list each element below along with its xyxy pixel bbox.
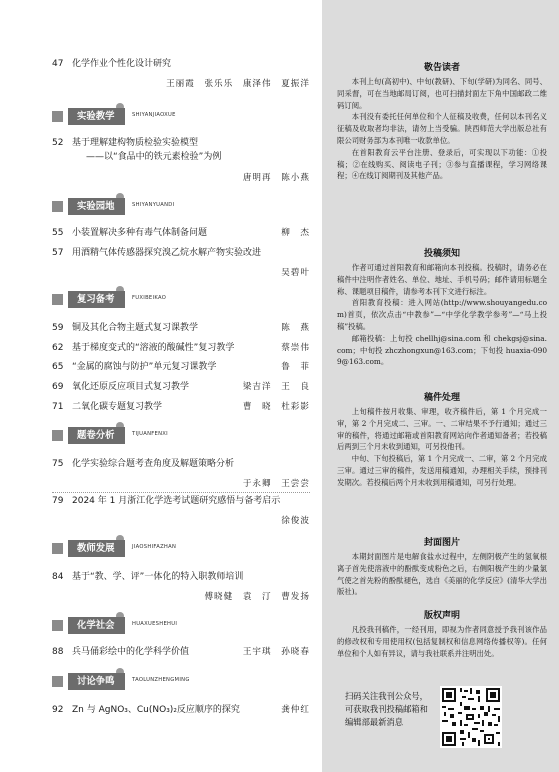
toc-entry-55[interactable] (52, 227, 310, 241)
article-authors: 龚仲红 (281, 705, 310, 715)
section-header-shiyanjiaoxue (52, 108, 310, 125)
article-title: 2024 年 1 月浙江化学选考试题研究感悟与备考启示 (72, 496, 281, 506)
article-title: 小装置解决多种有毒气体制备问题 (72, 228, 208, 238)
section-pinyin: HUAXUESHEHUI (132, 621, 178, 627)
toc-entry-52[interactable] (52, 137, 310, 181)
toc-entry-57[interactable] (52, 247, 310, 277)
qr-code-icon[interactable] (440, 686, 502, 748)
submission-paragraph: 首阳教育投稿：进入网站(http://www.shouyangedu.com)首页，依次点击“中教参”—“中学化学教学参考”—“马上投稿”投稿。 (337, 298, 547, 331)
article-title: “金属的腐蚀与防护”单元复习课教学 (72, 362, 217, 372)
page-number: 79 (52, 496, 64, 506)
page-number: 92 (52, 705, 64, 715)
article-title: 基于“教、学、评”一体化的特入职教师培训 (72, 572, 244, 582)
cover-body (337, 551, 547, 598)
section-label: 题卷分析 (68, 427, 125, 444)
section-header-jiaoshifazhan (52, 540, 310, 557)
page-number: 84 (52, 572, 64, 582)
section-header-huaxueshehui (52, 617, 310, 634)
page-number: 69 (52, 382, 64, 392)
toc-entry-47[interactable] (52, 58, 310, 88)
page-number: 47 (52, 59, 64, 69)
notice-body (337, 76, 547, 182)
page-number: 71 (52, 402, 64, 412)
qr-code-graphic (440, 686, 502, 748)
article-title: 基于理解建构物质检验实验模型 (72, 138, 199, 148)
page-number: 59 (52, 323, 64, 333)
cover-heading: 封面图片 (423, 538, 460, 548)
article-title: Zn 与 AgNO₃、Cu(NO₃)₂反应顺序的探究 (72, 705, 240, 715)
page-number: 75 (52, 459, 64, 469)
submission-body (337, 262, 547, 368)
toc-entry-84[interactable] (52, 571, 310, 601)
section-pinyin: TAOLUNZHENGMING (132, 677, 190, 683)
processing-body (337, 406, 547, 489)
page-number: 52 (52, 138, 64, 148)
section-header-fuxibeikao (52, 291, 310, 308)
notice-paragraph: 本刊上旬(高初中)、中旬(教研)、下旬(学研)为同名、同号、同采督，可在当地邮局订阅，也可扫描封面左下角中国邮政二维码订阅。 (337, 77, 547, 110)
submission-paragraph: 作者可通过首阳教育和邮箱向本刊投稿。投稿时，请务必在稿件中注明作者姓名、单位、地址、手机号码；邮件请用标题全称、课题项目稿件，请参考本刊下文进行标注。 (337, 263, 547, 296)
page-number: 88 (52, 647, 64, 657)
article-title: 二氧化碳专题复习教学 (72, 402, 163, 412)
processing-paragraph: 中旬、下旬投稿后，第 1 个月完成一、二审，第 2 个月完成三审。通过三审的稿件，发送用稿通知，办理相关手续，预排刊发期次。若投稿后两个月未收到用稿通知，可另行处理。 (337, 454, 547, 487)
dotted-divider (52, 492, 310, 493)
section-pinyin: FUXIBEIKAO (132, 295, 167, 301)
section-label: 复习备考 (68, 291, 125, 308)
page-number: 55 (52, 228, 64, 238)
article-authors: 柳 杰 (281, 228, 310, 238)
notice-heading: 敬告读者 (423, 63, 460, 73)
section-pinyin: SHIYANJIAOXUE (132, 112, 176, 118)
page-number: 62 (52, 343, 64, 353)
section-pinyin: TIJUANFENXI (132, 431, 168, 437)
article-title: 氧化还原反应项目式复习教学 (72, 382, 190, 392)
section-label: 实验教学 (68, 108, 125, 125)
section-header-shiyanyuandi (52, 198, 310, 215)
copyright-paragraph: 凡投我刊稿件，一经刊用，即视为作者同意授予我刊该作品的修改权和专用使用权(包括复制权和信息网络传播权等)。任何单位和个人如有异议，请与我社联系并注明出处。 (337, 625, 547, 658)
section-label: 讨论争鸣 (68, 673, 125, 690)
article-authors: 徐俊波 (281, 516, 310, 526)
article-authors: 吴碧叶 (281, 268, 310, 278)
submission-heading: 投稿须知 (423, 249, 460, 259)
article-title: 用酒精气体传感器探究溴乙烷水解产物实验改进 (72, 248, 262, 258)
copyright-heading: 版权声明 (423, 611, 460, 621)
page-number: 65 (52, 362, 64, 372)
article-authors: 王宇琪 孙晓春 (242, 647, 310, 657)
processing-paragraph: 上旬稿件按月收集、审理，收齐稿件后，第 1 个月完成一审，第 2 个月完成二、三审。一、二审结果不予行通知；通过三审的稿件，将通过邮箱或首阳教育网站向作者通知备者；若投稿后两到三个月未收到通知，可另投他刊。 (337, 407, 547, 452)
article-authors: 鲁 菲 (281, 362, 310, 372)
article-authors: 于永卿 王尝尝 (242, 479, 310, 489)
article-authors: 王丽霞 张乐乐 康泽伟 夏振洋 (166, 79, 310, 89)
cover-paragraph: 本期封面图片是电解食盐水过程中，左侧阴极产生的氢氧根离子首先使溶液中的酚酞变成粉色之后，右侧阳极产生的少量氯气使之首先粉的酚酞褪色，选自《美丽的化学反应》(清华大学出版社)。 (337, 552, 547, 597)
section-header-tijuanfenxi (52, 427, 310, 444)
copyright-body (337, 624, 547, 659)
article-title: 化学作业个性化设计研究 (72, 59, 172, 69)
article-authors: 曹 晓 杜彩影 (242, 402, 310, 412)
article-title: 兵马俑彩绘中的化学科学价值 (72, 647, 190, 657)
article-authors: 蔡崇伟 (281, 343, 310, 353)
processing-heading: 稿件处理 (423, 393, 460, 403)
section-pinyin: SHIYANYUANDI (132, 202, 175, 208)
page-number: 57 (52, 248, 64, 258)
article-authors: 陈 燕 (281, 323, 310, 333)
article-title: 基于梯度变式的“溶液的酸碱性”复习教学 (72, 343, 235, 353)
article-subtitle: ——以“食品中的铁元素检验”为例 (86, 152, 222, 162)
toc-entry-75[interactable] (52, 458, 310, 488)
section-pinyin: JIAOSHIFAZHAN (132, 544, 177, 550)
notice-paragraph: 本刊没有委托任何单位和个人征稿及收费，任何以本刊名义征稿及收取者均非法，请勿上当受骗。陕西师范大学出版总社有限公司财务部为本刊唯一收款单位。 (337, 112, 547, 145)
section-label: 化学社会 (68, 617, 125, 634)
toc-entry-79[interactable] (52, 495, 310, 525)
section-label: 教师发展 (68, 540, 125, 557)
article-authors: 傅晓健 袁 汀 曹发扬 (204, 592, 310, 602)
article-title: 铜及其化合物主题式复习课教学 (72, 323, 199, 333)
article-authors: 梁吉洋 王 良 (242, 382, 310, 392)
article-authors: 唐明再 陈小燕 (242, 173, 310, 183)
qr-caption: 扫码关注我刊公众号，可获取我刊投稿邮箱和编辑部最新消息 (345, 691, 428, 727)
submission-paragraph: 邮箱投稿：上旬投 chellhj@sina.com 和 chekgsj@sina.com；中旬投 zhczhongxun@163.com；下旬投 huaxia-0909@163.com。 (337, 333, 547, 367)
section-header-taolunzhengming (52, 673, 310, 690)
article-title: 化学实验综合题考查角度及解题策略分析 (72, 459, 235, 469)
section-label: 实验园地 (68, 198, 125, 215)
notice-paragraph: 在首阳教育云平台注册、登录后，可实现以下功能：①投稿；②在线购买、阅读电子刊；③参与直播课程，学习网络课程；④在线订阅期刊及其他产品。 (337, 147, 547, 181)
